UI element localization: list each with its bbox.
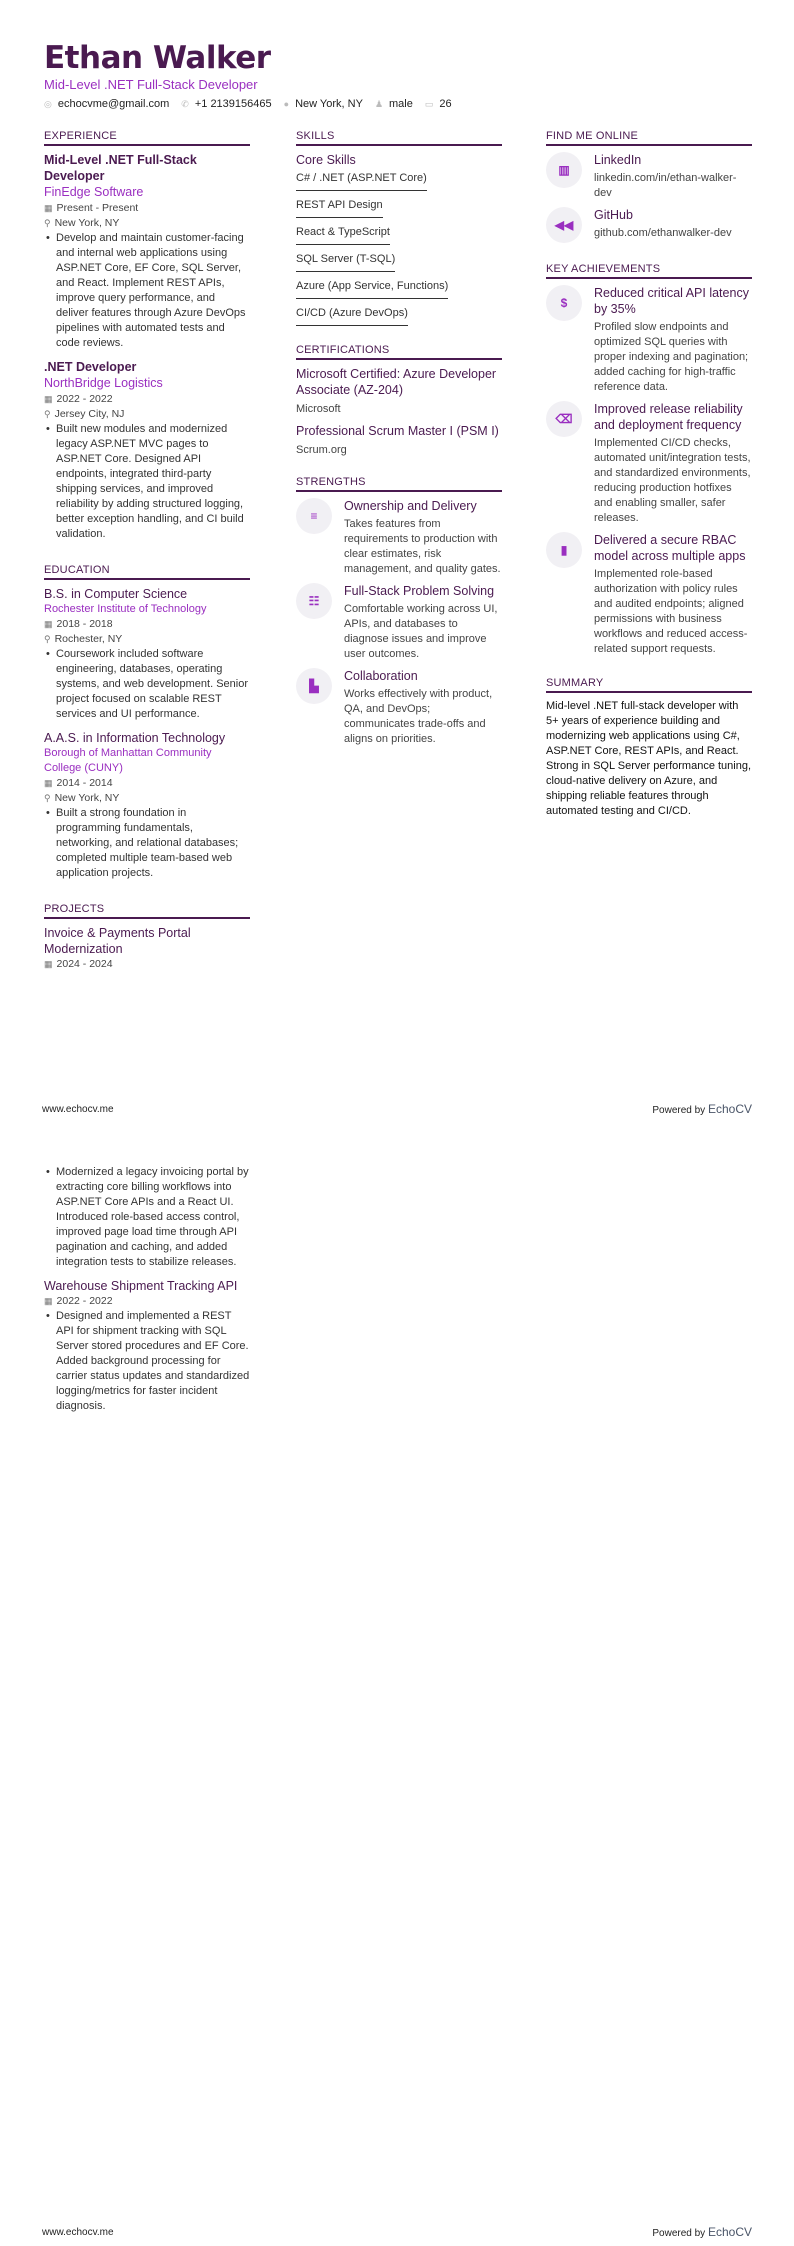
achievement-desc: Implemented CI/CD checks, automated unit/integration tests, and standardized environments, reducing production hotfixes and enabling smaller, safer releases.: [594, 437, 751, 524]
bullet: • Develop and maintain customer-facing and internal web applications using ASP.NET Core, EF Core, SQL Server, and React. Implement REST APIs, improve query performance, and deliver features through Azure DevOps pipelines with automated tests and code reviews.: [44, 231, 250, 351]
middle-column: [296, 130, 502, 753]
school: Rochester Institute of Technology: [44, 603, 207, 615]
footer-powered: [652, 2225, 752, 2239]
company: FinEdge Software: [44, 185, 144, 199]
calendar-icon: ▦: [44, 778, 53, 788]
skill-item: React & TypeScript: [296, 222, 390, 245]
right-column: [546, 130, 752, 819]
strength-title: Ownership and Delivery: [344, 499, 477, 513]
experience-item: [44, 359, 250, 542]
at-icon: ◎: [44, 99, 52, 109]
experience-item: [44, 152, 250, 351]
strength-item: [296, 668, 502, 747]
skill-item: SQL Server (T-SQL): [296, 249, 395, 272]
location: New York, NY: [295, 98, 363, 110]
company: NorthBridge Logistics: [44, 376, 163, 390]
phone[interactable]: +1 2139156465: [194, 98, 272, 110]
location-icon: ⚲: [44, 634, 51, 644]
cert-issuer: Scrum.org: [296, 444, 347, 456]
cert-issuer: Microsoft: [296, 403, 341, 415]
education-item: [44, 730, 250, 881]
summary-text: Mid-level .NET full-stack developer with 5+ years of experience building and modernizing web applications using C#, ASP.NET Core, REST APIs, and React. Strong in SQL Server performance tuning, cloud-native delivery on Azure, and shipping reliable features through automated testing and CI/CD.: [546, 700, 752, 817]
strength-item: [296, 583, 502, 662]
skill-list: [296, 168, 502, 330]
bullet: • Coursework included software engineering, databases, operating systems, and web development. Senior project focused on scalable REST services and UI performance.: [44, 647, 250, 722]
powered-by: Powered by: [652, 2228, 706, 2239]
link-label: GitHub: [594, 208, 633, 222]
job-title: .NET Developer: [44, 360, 137, 374]
calendar-icon: ▦: [44, 203, 53, 213]
cert-name: Microsoft Certified: Azure Developer Associate (AZ-204): [296, 367, 497, 397]
bullet: • Built new modules and modernized legacy ASP.NET MVC pages to ASP.NET Core. Designed API endpoints, integrated third-party shipping services, and improved reliability by adding structured logging, better exception handling, and CI build validation.: [44, 422, 250, 542]
candidate-name: Ethan Walker: [44, 40, 271, 76]
dates: 2022 - 2022: [56, 1295, 113, 1307]
achievement-desc: Implemented role-based authorization with policy rules and audited endpoints; aligned permissions with business workflows and reduced access-related support requests.: [594, 568, 748, 655]
footer-site[interactable]: www.echocv.me: [42, 1104, 114, 1115]
degree: B.S. in Computer Science: [44, 587, 188, 601]
brand-logo[interactable]: EchoCV: [707, 2225, 752, 2239]
link-url[interactable]: linkedin.com/in/ethan-walker-dev: [594, 172, 737, 199]
skill-group: Core Skills: [296, 153, 356, 167]
bullet: • Built a strong foundation in programming fundamentals, networking, and relational databases; completed multiple team-based web application projects.: [44, 806, 250, 881]
powered-by: Powered by: [652, 1105, 706, 1116]
strength-desc: Takes features from requirements to production with clear estimates, risk management, and quality gates.: [344, 518, 501, 575]
email[interactable]: echocvme@gmail.com: [57, 98, 170, 110]
location-icon: ⚲: [44, 793, 51, 803]
file-icon: ▮: [546, 532, 582, 568]
strength-item: [296, 498, 502, 577]
calendar-icon: ▦: [44, 959, 53, 969]
list-icon: ≡: [296, 498, 332, 534]
cert-name: Professional Scrum Master I (PSM I): [296, 424, 499, 438]
gender: male: [389, 98, 413, 110]
section-education: EDUCATION: [44, 564, 250, 580]
link-linkedin[interactable]: [546, 152, 752, 201]
project-title: Warehouse Shipment Tracking API: [44, 1279, 238, 1293]
strength-title: Full-Stack Problem Solving: [344, 584, 495, 598]
section-skills: SKILLS: [296, 130, 502, 146]
section-achievements: KEY ACHIEVEMENTS: [546, 263, 752, 279]
bullet: • Modernized a legacy invoicing portal by extracting core billing workflows into ASP.NET Core APIs and a React UI. Introduced role-based access control, improved page load time through API pagination and caching, and added integration tests to stabilize releases.: [44, 1165, 250, 1270]
strength-title: Collaboration: [344, 669, 418, 683]
achievement-title: Improved release reliability and deployment frequency: [594, 402, 743, 432]
achievement-item: [546, 401, 752, 526]
education-item: [44, 586, 250, 722]
sliders-icon: ☷: [296, 583, 332, 619]
achievement-item: [546, 532, 752, 657]
location-icon: ●: [283, 99, 290, 109]
left-column: [44, 130, 250, 972]
degree: A.A.S. in Information Technology: [44, 731, 226, 745]
location: New York, NY: [54, 792, 120, 804]
skill-item: C# / .NET (ASP.NET Core): [296, 168, 427, 191]
section-online: FIND ME ONLINE: [546, 130, 752, 146]
age: 26: [439, 98, 452, 110]
calendar-icon: ▦: [44, 1296, 53, 1306]
dates: 2014 - 2014: [56, 777, 113, 789]
phone-icon: ✆: [181, 99, 189, 109]
achievement-title: Reduced critical API latency by 35%: [594, 286, 749, 316]
section-experience: EXPERIENCE: [44, 130, 250, 146]
backward-icon: ◀◀: [546, 207, 582, 243]
skill-item: CI/CD (Azure DevOps): [296, 303, 408, 326]
dates: Present - Present: [56, 202, 139, 214]
dates: 2024 - 2024: [56, 958, 113, 970]
section-summary: SUMMARY: [546, 677, 752, 693]
person-icon: ♟: [374, 99, 384, 109]
strength-desc: Comfortable working across UI, APIs, and databases to diagnose issues and improve user outcomes.: [344, 603, 498, 660]
section-projects: PROJECTS: [44, 903, 250, 919]
brand-logo[interactable]: EchoCV: [707, 1102, 752, 1116]
file-invoice-icon: ▙: [296, 668, 332, 704]
resume-page-2: [0, 1123, 794, 2246]
skill-item: Azure (App Service, Functions): [296, 276, 448, 299]
candidate-title: Mid-Level .NET Full-Stack Developer: [44, 77, 258, 92]
delete-tag-icon: ⌫: [546, 401, 582, 437]
location-icon: ⚲: [44, 409, 51, 419]
school: Borough of Manhattan Community College (CUNY): [44, 747, 212, 774]
left-column-continued: [44, 1165, 250, 1414]
achievement-item: [546, 285, 752, 395]
achievement-title: Delivered a secure RBAC model across multiple apps: [594, 533, 746, 563]
footer-powered: [652, 1102, 752, 1116]
building-icon: ▥: [546, 152, 582, 188]
job-title: Mid-Level .NET Full-Stack Developer: [44, 153, 197, 183]
project-title: Invoice & Payments Portal Modernization: [44, 926, 191, 956]
location: Rochester, NY: [54, 633, 123, 645]
calendar-icon: ▭: [424, 99, 434, 109]
achievement-desc: Profiled slow endpoints and optimized SQL queries with proper indexing and pagination; added caching for high-traffic reference data.: [594, 321, 749, 393]
location: New York, NY: [54, 217, 120, 229]
calendar-icon: ▦: [44, 394, 53, 404]
dollar-icon: $: [546, 285, 582, 321]
dates: 2018 - 2018: [56, 618, 113, 630]
section-strengths: STRENGTHS: [296, 476, 502, 492]
footer-site[interactable]: www.echocv.me: [42, 2227, 114, 2238]
location-icon: ⚲: [44, 218, 51, 228]
dates: 2022 - 2022: [56, 393, 113, 405]
link-label: LinkedIn: [594, 153, 642, 167]
contact-bar: [44, 98, 452, 110]
skill-item: REST API Design: [296, 195, 383, 218]
link-url[interactable]: github.com/ethanwalker-dev: [594, 227, 732, 239]
link-github[interactable]: [546, 207, 752, 243]
strength-desc: Works effectively with product, QA, and DevOps; communicates trade-offs and aligns on priorities.: [344, 688, 493, 745]
location: Jersey City, NJ: [54, 408, 125, 420]
calendar-icon: ▦: [44, 619, 53, 629]
section-certifications: CERTIFICATIONS: [296, 344, 502, 360]
bullet: • Designed and implemented a REST API for shipment tracking with SQL Server stored procedures and EF Core. Added background processing for carrier status updates and standardized logging/metrics for faster incident diagnosis.: [44, 1309, 250, 1414]
